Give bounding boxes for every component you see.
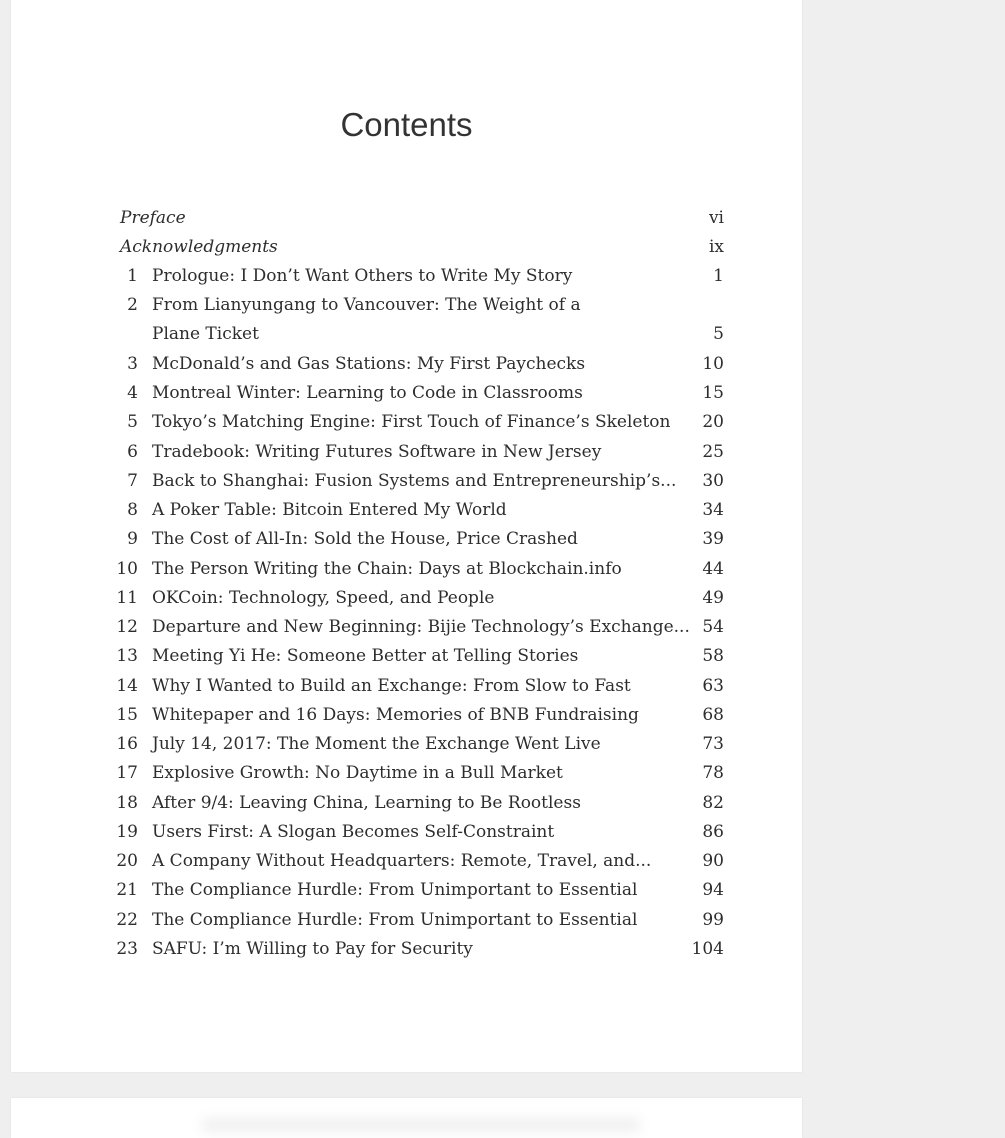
- toc-number: 3: [127, 354, 138, 374]
- toc-title: Explosive Growth: No Daytime in a Bull Market: [152, 763, 563, 783]
- toc-page: 44: [702, 559, 724, 579]
- toc-entry-chapter-13[interactable]: [11, 642, 802, 671]
- page-shadow: [201, 1118, 641, 1132]
- toc-title: Montreal Winter: Learning to Code in Classrooms: [152, 383, 583, 403]
- toc-title: Tokyo’s Matching Engine: First Touch of Finance’s Skeleton: [152, 412, 671, 432]
- toc-entry-chapter-18[interactable]: [11, 789, 802, 818]
- toc-entry-chapter-5[interactable]: [11, 408, 802, 437]
- toc-entry-chapter-8[interactable]: [11, 496, 802, 525]
- toc-number: 11: [116, 588, 138, 608]
- toc-number: 5: [127, 412, 138, 432]
- toc-number: 6: [127, 442, 138, 462]
- toc-title: Whitepaper and 16 Days: Memories of BNB Fundraising: [152, 705, 639, 725]
- toc-entry-chapter-17[interactable]: [11, 759, 802, 788]
- toc-page: 30: [702, 471, 724, 491]
- toc-page: 58: [702, 646, 724, 666]
- toc-page: 54: [702, 617, 724, 637]
- toc-number: 23: [116, 939, 138, 959]
- toc-page: 82: [702, 793, 724, 813]
- toc-number: 15: [116, 705, 138, 725]
- toc-entry-chapter-4[interactable]: [11, 379, 802, 408]
- toc-page: 49: [702, 588, 724, 608]
- toc-title: Back to Shanghai: Fusion Systems and Entrepreneurship’s...: [152, 471, 677, 491]
- toc-title: The Compliance Hurdle: From Unimportant to Essential: [152, 910, 638, 930]
- toc-title: Departure and New Beginning: Bijie Technology’s Exchange...: [152, 617, 690, 637]
- toc-page: 73: [702, 734, 724, 754]
- toc-title: After 9/4: Leaving China, Learning to Be Rootless: [152, 793, 581, 813]
- toc-number: 22: [116, 910, 138, 930]
- toc-number: 4: [127, 383, 138, 403]
- toc-page: 68: [702, 705, 724, 725]
- toc-title: SAFU: I’m Willing to Pay for Security: [152, 939, 473, 959]
- toc-entry-chapter-10[interactable]: [11, 555, 802, 584]
- toc-entry-preface[interactable]: [11, 204, 802, 233]
- toc-title: A Company Without Headquarters: Remote, Travel, and...: [152, 851, 652, 871]
- toc-entry-chapter-15[interactable]: [11, 701, 802, 730]
- toc-number: 7: [127, 471, 138, 491]
- document-page: [11, 0, 802, 1072]
- toc-page: 39: [702, 529, 724, 549]
- toc-entry-chapter-16[interactable]: [11, 730, 802, 759]
- toc-entry-chapter-3[interactable]: [11, 350, 802, 379]
- toc-page: 15: [702, 383, 724, 403]
- toc-number: 17: [116, 763, 138, 783]
- toc-entry-acknowledgments[interactable]: [11, 233, 802, 262]
- toc-entry-chapter-22[interactable]: [11, 906, 802, 935]
- toc-number: 10: [116, 559, 138, 579]
- page-title: Contents: [340, 106, 473, 143]
- toc-page: ix: [708, 237, 724, 257]
- toc-entry-chapter-20[interactable]: [11, 847, 802, 876]
- toc-entry-chapter-14[interactable]: [11, 672, 802, 701]
- toc-entry-chapter-6[interactable]: [11, 438, 802, 467]
- toc-page: vi: [708, 208, 724, 228]
- toc-title: Prologue: I Don’t Want Others to Write My Story: [152, 266, 573, 286]
- toc-page: 10: [702, 354, 724, 374]
- toc-number: 21: [116, 880, 138, 900]
- toc-title: From Lianyungang to Vancouver: The Weight of a: [152, 295, 581, 315]
- toc-entry-chapter-7[interactable]: [11, 467, 802, 496]
- toc-page: 86: [702, 822, 724, 842]
- toc-title: A Poker Table: Bitcoin Entered My World: [152, 500, 507, 520]
- toc-title-continuation: Plane Ticket: [152, 324, 259, 344]
- toc-page: 20: [702, 412, 724, 432]
- toc-number: 13: [116, 646, 138, 666]
- toc-title: Users First: A Slogan Becomes Self-Constraint: [152, 822, 555, 842]
- toc-number: 12: [116, 617, 138, 637]
- toc-entry-chapter-23[interactable]: [11, 935, 802, 964]
- toc-entry-chapter-11[interactable]: [11, 584, 802, 613]
- toc-page: 99: [702, 910, 724, 930]
- toc-number: 8: [127, 500, 138, 520]
- next-page: [11, 1098, 802, 1138]
- toc-number: 18: [116, 793, 138, 813]
- toc-entry-chapter-2[interactable]: [11, 291, 802, 349]
- toc-title: July 14, 2017: The Moment the Exchange Went Live: [152, 734, 601, 754]
- toc-number: 14: [116, 676, 138, 696]
- toc-entry-chapter-21[interactable]: [11, 876, 802, 905]
- toc-page: 34: [702, 500, 724, 520]
- toc-title: McDonald’s and Gas Stations: My First Paychecks: [152, 354, 586, 374]
- toc-page: 94: [702, 880, 724, 900]
- toc-entry-chapter-9[interactable]: [11, 525, 802, 554]
- toc-entry-chapter-1[interactable]: [11, 262, 802, 291]
- toc-title: The Compliance Hurdle: From Unimportant to Essential: [152, 880, 638, 900]
- toc-title: The Cost of All-In: Sold the House, Price Crashed: [152, 529, 578, 549]
- toc-title: Meeting Yi He: Someone Better at Telling Stories: [152, 646, 579, 666]
- toc-page: 5: [713, 324, 724, 344]
- toc-page: 1: [713, 266, 724, 286]
- toc-entry-chapter-19[interactable]: [11, 818, 802, 847]
- toc-title: Why I Wanted to Build an Exchange: From Slow to Fast: [152, 676, 631, 696]
- toc-number: 1: [127, 266, 138, 286]
- toc-page: 63: [702, 676, 724, 696]
- toc-title: Preface: [120, 208, 186, 228]
- toc-title: Tradebook: Writing Futures Software in New Jersey: [152, 442, 602, 462]
- toc-title: OKCoin: Technology, Speed, and People: [152, 588, 495, 608]
- toc-page: 25: [702, 442, 724, 462]
- toc-number: 19: [116, 822, 138, 842]
- toc-entry-chapter-12[interactable]: [11, 613, 802, 642]
- toc-number: 16: [116, 734, 138, 754]
- toc-page: 104: [691, 939, 724, 959]
- toc-number: 2: [127, 295, 138, 315]
- toc-title: The Person Writing the Chain: Days at Blockchain.info: [152, 559, 622, 579]
- toc-number: 9: [127, 529, 138, 549]
- toc-page: 78: [702, 763, 724, 783]
- toc-page: 90: [702, 851, 724, 871]
- toc-title: Acknowledgments: [120, 237, 278, 257]
- toc-number: 20: [116, 851, 138, 871]
